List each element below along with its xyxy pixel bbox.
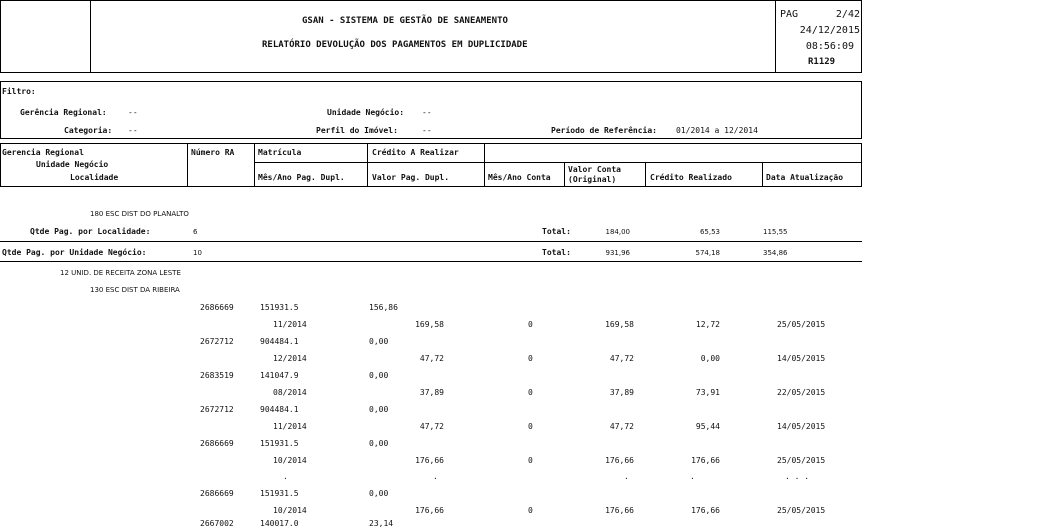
record-matricula: 2672712 <box>200 337 234 346</box>
record-mes-ano: 10/2014 <box>273 456 307 465</box>
record-numero: 151931.5 <box>260 439 299 448</box>
record-credito-realizado: 176,66 <box>691 456 720 465</box>
report-date: 24/12/2015 <box>799 25 860 36</box>
record-matricula: 2686669 <box>200 303 234 312</box>
localidade-total-1: 184,00 <box>605 228 630 236</box>
record-credito: 0,00 <box>369 405 389 414</box>
record-matricula: 2667002 <box>200 519 234 528</box>
record-data: 25/05/2015 <box>777 456 826 465</box>
col-matricula: Matrícula <box>258 148 302 157</box>
record-credito-realizado: 0,00 <box>700 354 720 363</box>
record-data: 14/05/2015 <box>777 422 826 431</box>
unidade-total-label: Total: <box>542 248 571 257</box>
record-mes-conta: 0 <box>528 506 533 515</box>
localidade-total-label: Total: <box>542 227 571 236</box>
record-credito: 0,00 <box>369 489 389 498</box>
header-row-divider <box>254 162 862 163</box>
summary-divider <box>0 241 862 242</box>
record-credito-realizado: 73,91 <box>695 388 720 397</box>
record-numero: 904484.1 <box>260 405 299 414</box>
col-divider <box>564 162 565 187</box>
dot-separator: . <box>624 472 629 481</box>
record-valor-pag: 169,58 <box>415 320 444 329</box>
col-divider <box>645 162 646 187</box>
record-mes-ano: 08/2014 <box>273 388 307 397</box>
record-mes-conta: 0 <box>528 388 533 397</box>
record-credito: 0,00 <box>369 371 389 380</box>
col-credito-realizado: Crédito Realizado <box>650 173 732 182</box>
localidade-name: 180 ESC DIST DO PLANALTO <box>90 210 189 218</box>
dot-separator: . <box>690 472 695 481</box>
record-numero: 151931.5 <box>260 489 299 498</box>
record-credito-realizado: 176,66 <box>691 506 720 515</box>
gerencia-filter-value: -- <box>128 108 138 117</box>
page-label: PAG <box>780 9 799 20</box>
record-mes-conta: 0 <box>528 320 533 329</box>
record-valor-conta: 47,72 <box>609 422 634 431</box>
record-data: 14/05/2015 <box>777 354 826 363</box>
col-unidade: Unidade Negócio <box>36 160 109 169</box>
col-valor-pag: Valor Pag. Dupl. <box>372 173 450 182</box>
col-numero-ra: Número RA <box>191 148 235 157</box>
col-divider <box>484 143 485 187</box>
gerencia-filter-label: Gerência Regional: <box>20 108 107 117</box>
unidade-filter-value: -- <box>422 108 432 117</box>
record-mes-ano: 11/2014 <box>273 422 307 431</box>
qtde-unidade-label: Qtde Pag. por Unidade Negócio: <box>2 248 147 257</box>
periodo-filter-label: Período de Referência: <box>551 126 657 135</box>
record-mes-ano: 10/2014 <box>273 506 307 515</box>
localidade-total-3: 115,55 <box>763 228 788 236</box>
col-mes-ano-conta: Mês/Ano Conta <box>488 173 551 182</box>
dot-separator: . <box>433 472 438 481</box>
qtde-localidade-label: Qtde Pag. por Localidade: <box>30 227 151 236</box>
record-valor-pag: 176,66 <box>415 506 444 515</box>
record-credito: 156,86 <box>369 303 398 312</box>
record-data: 25/05/2015 <box>777 320 826 329</box>
record-credito: 23,14 <box>369 519 394 528</box>
localidade-group-name: 130 ESC DIST DA RIBEIRA <box>90 286 180 294</box>
report-code: R1129 <box>808 57 836 67</box>
record-valor-pag: 37,89 <box>419 388 444 397</box>
col-data-atualizacao: Data Atualização <box>766 173 844 182</box>
record-credito: 0,00 <box>369 439 389 448</box>
record-matricula: 2686669 <box>200 489 234 498</box>
record-numero: 140017.0 <box>260 519 299 528</box>
record-valor-conta: 176,66 <box>605 506 634 515</box>
record-valor-conta: 37,89 <box>609 388 634 397</box>
dot-separator: . . . <box>785 472 810 481</box>
col-gerencia: Gerencia Regional <box>2 148 84 157</box>
unidade-filter-label: Unidade Negócio: <box>327 108 405 117</box>
dot-separator: . <box>283 472 288 481</box>
record-mes-conta: 0 <box>528 422 533 431</box>
col-credito-realizar: Crédito A Realizar <box>372 148 459 157</box>
report-title: RELATÓRIO DEVOLUÇÃO DOS PAGAMENTOS EM DUPLICIDADE <box>262 40 528 50</box>
perfil-filter-label: Perfil do Imóvel: <box>316 126 398 135</box>
col-valor-conta-2: (Original) <box>568 175 617 184</box>
record-data: 22/05/2015 <box>777 388 826 397</box>
header-divider-right <box>775 0 776 73</box>
record-valor-pag: 47,72 <box>419 422 444 431</box>
qtde-unidade-value: 10 <box>193 249 202 257</box>
record-valor-pag: 47,72 <box>419 354 444 363</box>
col-divider <box>762 162 763 187</box>
record-valor-conta: 176,66 <box>605 456 634 465</box>
record-matricula: 2686669 <box>200 439 234 448</box>
col-valor-conta-1: Valor Conta <box>568 165 621 174</box>
col-divider <box>254 143 255 187</box>
report-time: 08:56:09 <box>805 41 854 52</box>
record-matricula: 2683519 <box>200 371 234 380</box>
unidade-total-1: 931,96 <box>605 249 630 257</box>
categoria-filter-label: Categoria: <box>64 126 113 135</box>
record-mes-conta: 0 <box>528 456 533 465</box>
col-mes-ano-pag: Mês/Ano Pag. Dupl. <box>258 173 345 182</box>
record-numero: 151931.5 <box>260 303 299 312</box>
record-valor-pag: 176,66 <box>415 456 444 465</box>
record-numero: 141047.9 <box>260 371 299 380</box>
unidade-total-3: 354,86 <box>763 249 788 257</box>
page-value: 2/42 <box>835 9 860 20</box>
filter-title: Filtro: <box>2 87 36 96</box>
col-divider <box>187 143 188 187</box>
categoria-filter-value: -- <box>128 126 138 135</box>
record-credito-realizado: 12,72 <box>695 320 720 329</box>
localidade-total-2: 65,53 <box>699 228 720 236</box>
report-header <box>0 0 862 73</box>
system-title: GSAN - SISTEMA DE GESTÃO DE SANEAMENTO <box>302 16 508 26</box>
perfil-filter-value: -- <box>422 126 432 135</box>
col-divider <box>367 143 368 187</box>
record-mes-conta: 0 <box>528 354 533 363</box>
col-localidade: Localidade <box>70 173 119 182</box>
record-credito-realizado: 95,44 <box>695 422 720 431</box>
record-data: 25/05/2015 <box>777 506 826 515</box>
unidade-group-name: 12 UNID. DE RECEITA ZONA LESTE <box>60 269 181 277</box>
record-credito: 0,00 <box>369 337 389 346</box>
record-valor-conta: 169,58 <box>605 320 634 329</box>
record-numero: 904484.1 <box>260 337 299 346</box>
record-mes-ano: 12/2014 <box>273 354 307 363</box>
summary-divider-bottom <box>0 261 862 262</box>
record-matricula: 2672712 <box>200 405 234 414</box>
unidade-total-2: 574,18 <box>695 249 720 257</box>
record-valor-conta: 47,72 <box>609 354 634 363</box>
record-mes-ano: 11/2014 <box>273 320 307 329</box>
periodo-filter-value: 01/2014 a 12/2014 <box>676 126 758 135</box>
header-divider-left <box>90 0 91 73</box>
qtde-localidade-value: 6 <box>193 228 198 236</box>
